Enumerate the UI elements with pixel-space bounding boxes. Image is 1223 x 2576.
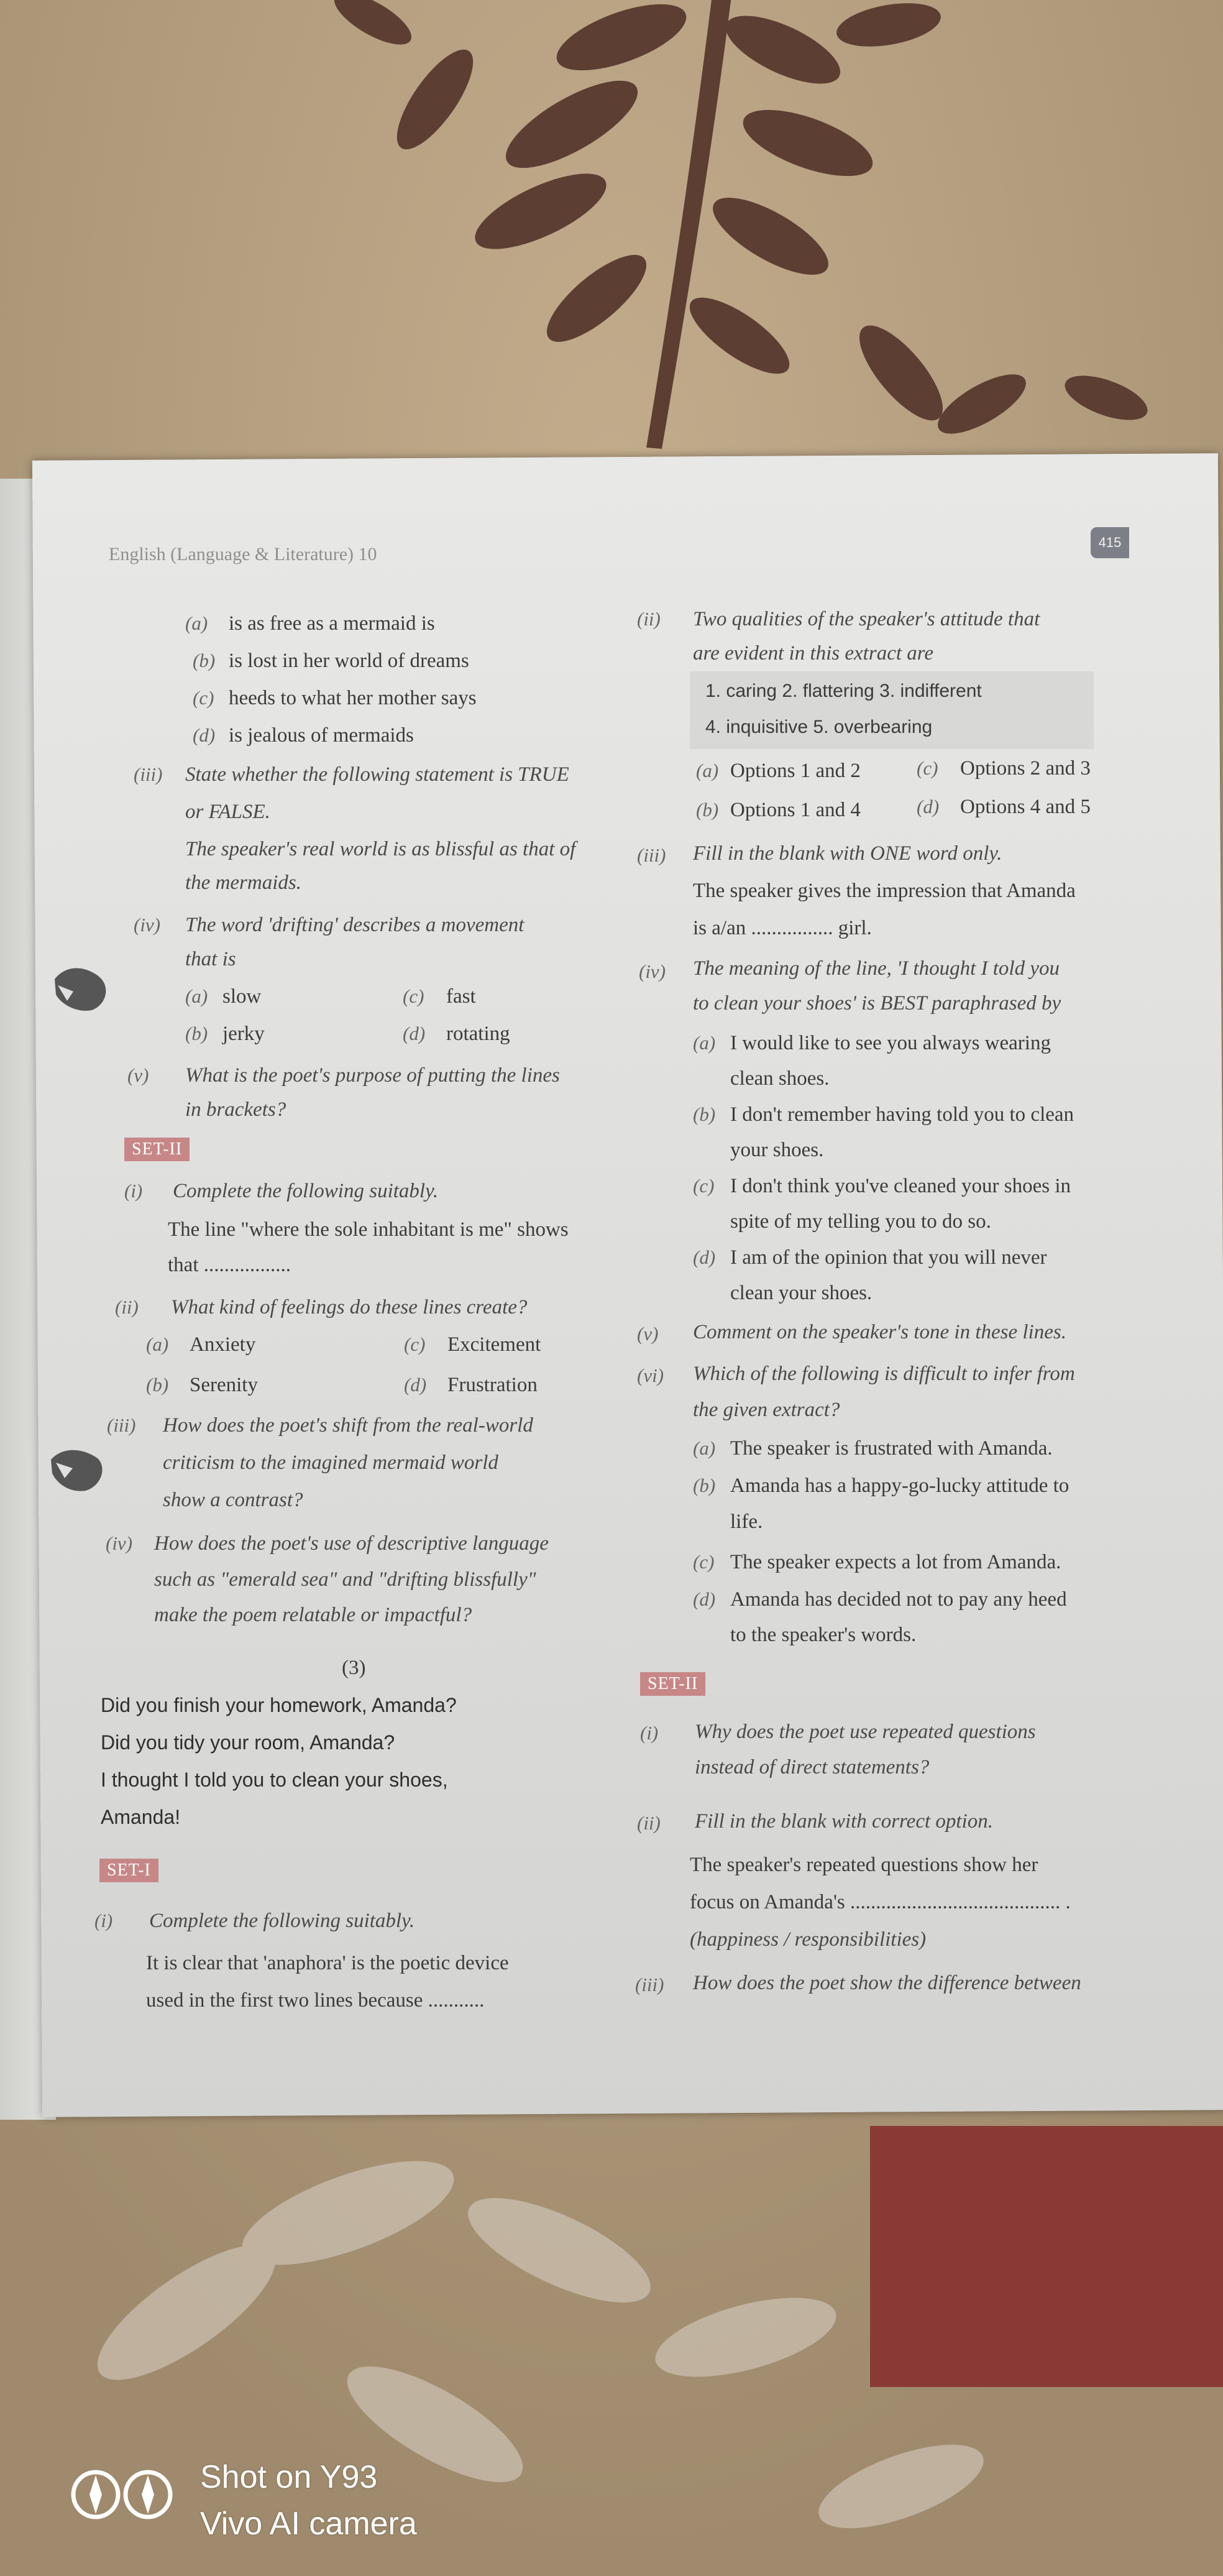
label: (vi) bbox=[637, 1364, 664, 1386]
extract-line: Did you finish your homework, Amanda? bbox=[101, 1694, 457, 1716]
question-text: The speaker's repeated questions show her bbox=[690, 1854, 1038, 1876]
extract-line: Amanda! bbox=[101, 1806, 181, 1828]
label: (a) bbox=[696, 760, 719, 781]
question-text: The line "where the sole inhabitant is me" shows bbox=[168, 1218, 569, 1241]
question-text: (happiness / responsibilities) bbox=[690, 1928, 927, 1951]
label: (d) bbox=[693, 1246, 716, 1268]
label: (iii) bbox=[635, 1974, 664, 1995]
question-text: to clean your shoes' is BEST paraphrased by bbox=[693, 992, 1061, 1014]
label: (c) bbox=[917, 757, 938, 779]
label: (d) bbox=[193, 724, 216, 746]
question-text: make the poem relatable or impactful? bbox=[154, 1604, 472, 1626]
label: (i) bbox=[124, 1180, 143, 1202]
option-text: Options 2 and 3 bbox=[960, 757, 1091, 780]
set-badge: SET-II bbox=[124, 1138, 190, 1161]
option-text: is as free as a mermaid is bbox=[229, 612, 435, 635]
label: (ii) bbox=[637, 608, 661, 630]
question-text: What is the poet's purpose of putting the lines bbox=[185, 1064, 560, 1087]
label: (a) bbox=[693, 1032, 716, 1054]
question-text: focus on Amanda's ......................................... . bbox=[690, 1891, 1071, 1913]
label: (b) bbox=[693, 1103, 716, 1125]
label: (c) bbox=[403, 985, 424, 1007]
question-text: that ................. bbox=[168, 1254, 291, 1276]
label: (i) bbox=[94, 1910, 113, 1931]
camera-watermark bbox=[70, 2454, 417, 2547]
option-text: The speaker expects a lot from Amanda. bbox=[730, 1551, 1061, 1573]
page-damage-mark bbox=[45, 1441, 113, 1497]
label: (iv) bbox=[106, 1532, 133, 1554]
question-text: Complete the following suitably. bbox=[149, 1910, 415, 1932]
question-text: Fill in the blank with correct option. bbox=[695, 1810, 993, 1833]
label: (a) bbox=[185, 612, 208, 634]
question-text: The word 'drifting' describes a movement bbox=[185, 914, 524, 936]
option-text: spite of my telling you to do so. bbox=[730, 1210, 991, 1233]
question-text: The speaker's real world is as blissful as that of bbox=[185, 838, 576, 860]
vivo-camera-icon bbox=[70, 2467, 181, 2523]
option-text: Excitement bbox=[447, 1333, 541, 1356]
question-text: Why does the poet use repeated questions bbox=[695, 1721, 1036, 1743]
option-text: Amanda has a happy-go-lucky attitude to bbox=[730, 1474, 1070, 1497]
question-text: How does the poet's use of descriptive language bbox=[154, 1532, 549, 1555]
set-badge: SET-II bbox=[640, 1672, 705, 1696]
page-number: 415 bbox=[1091, 527, 1129, 558]
option-text: Frustration bbox=[447, 1374, 538, 1396]
option-text: Options 4 and 5 bbox=[960, 796, 1091, 818]
option-text: Serenity bbox=[190, 1374, 258, 1396]
label: (a) bbox=[185, 985, 208, 1007]
question-text: How does the poet show the difference between bbox=[693, 1972, 1081, 1994]
label: (iii) bbox=[134, 763, 163, 785]
label: (i) bbox=[640, 1722, 659, 1744]
label: (v) bbox=[127, 1064, 149, 1086]
label: (c) bbox=[404, 1333, 426, 1355]
label: (b) bbox=[185, 1023, 208, 1044]
option-text: to the speaker's words. bbox=[730, 1624, 917, 1646]
option-text: life. bbox=[730, 1511, 763, 1533]
question-text: The meaning of the line, 'I thought I told you bbox=[693, 957, 1060, 980]
question-text: is a/an ................ girl. bbox=[693, 917, 872, 939]
label: (iv) bbox=[639, 960, 666, 982]
question-text: Which of the following is difficult to infer from bbox=[693, 1363, 1075, 1385]
option-text: fast bbox=[446, 985, 476, 1008]
question-text: Complete the following suitably. bbox=[173, 1180, 439, 1202]
extract-number: (3) bbox=[342, 1657, 366, 1679]
option-text: heeds to what her mother says bbox=[229, 687, 477, 709]
watermark-line1: Shot on Y93 bbox=[200, 2459, 378, 2495]
option-text: clean shoes. bbox=[730, 1067, 830, 1090]
label: (b) bbox=[146, 1374, 169, 1396]
option-text: is lost in her world of dreams bbox=[229, 650, 469, 672]
label: (c) bbox=[193, 687, 214, 709]
options-box-line: 1. caring 2. flattering 3. indifferent bbox=[705, 681, 982, 701]
label: (d) bbox=[403, 1023, 426, 1044]
question-text: the given extract? bbox=[693, 1399, 840, 1421]
option-text: I don't think you've cleaned your shoes in bbox=[730, 1175, 1071, 1197]
option-text: rotating bbox=[446, 1023, 510, 1045]
page-damage-mark bbox=[48, 960, 117, 1016]
label: (iii) bbox=[637, 844, 666, 866]
question-text: criticism to the imagined mermaid world bbox=[163, 1451, 498, 1474]
option-text: your shoes. bbox=[730, 1139, 824, 1161]
label: (b) bbox=[693, 1474, 716, 1496]
option-text: The speaker is frustrated with Amanda. bbox=[730, 1437, 1053, 1460]
question-text: such as "emerald sea" and "drifting blissfully" bbox=[154, 1568, 536, 1591]
question-text: State whether the following statement is TRUE bbox=[185, 763, 569, 786]
page-header: English (Language & Literature) 10 bbox=[109, 544, 377, 564]
option-text: I am of the opinion that you will never bbox=[730, 1246, 1047, 1269]
label: (ii) bbox=[637, 1812, 661, 1834]
question-text: in brackets? bbox=[185, 1098, 286, 1121]
question-text: instead of direct statements? bbox=[695, 1756, 930, 1778]
question-text: How does the poet's shift from the real-world bbox=[163, 1414, 533, 1437]
option-text: Anxiety bbox=[190, 1333, 256, 1356]
option-text: I don't remember having told you to clean bbox=[730, 1103, 1074, 1126]
options-box-line: 4. inquisitive 5. overbearing bbox=[705, 717, 933, 737]
label: (a) bbox=[146, 1333, 169, 1355]
label: (d) bbox=[693, 1588, 716, 1610]
question-text: Fill in the blank with ONE word only. bbox=[693, 842, 1002, 865]
label: (a) bbox=[693, 1437, 716, 1459]
label: (v) bbox=[637, 1323, 659, 1345]
label: (ii) bbox=[115, 1296, 139, 1318]
label: (iv) bbox=[134, 914, 161, 936]
option-text: Options 1 and 2 bbox=[730, 760, 861, 782]
question-text: that is bbox=[185, 948, 236, 970]
question-text: It is clear that 'anaphora' is the poetic device bbox=[146, 1952, 509, 1974]
question-text: or FALSE. bbox=[185, 801, 270, 823]
label: (c) bbox=[693, 1551, 715, 1573]
option-text: is jealous of mermaids bbox=[229, 724, 414, 747]
question-text: show a contrast? bbox=[163, 1489, 303, 1511]
red-cloth bbox=[870, 2126, 1223, 2387]
label: (iii) bbox=[107, 1414, 136, 1436]
extract-line: Did you tidy your room, Amanda? bbox=[101, 1731, 395, 1754]
question-text: Comment on the speaker's tone in these lines. bbox=[693, 1321, 1066, 1343]
watermark-line2: Vivo AI camera bbox=[200, 2506, 417, 2542]
option-text: slow bbox=[222, 985, 262, 1008]
question-text: are evident in this extract are bbox=[693, 642, 934, 665]
option-text: clean your shoes. bbox=[730, 1282, 873, 1304]
question-text: the mermaids. bbox=[185, 872, 301, 894]
option-text: jerky bbox=[222, 1023, 265, 1045]
extract-line: I thought I told you to clean your shoes, bbox=[101, 1769, 448, 1791]
label: (d) bbox=[917, 796, 940, 817]
label: (c) bbox=[693, 1175, 715, 1197]
label: (b) bbox=[193, 650, 216, 671]
question-text: What kind of feelings do these lines create? bbox=[171, 1296, 528, 1318]
label: (b) bbox=[696, 799, 719, 821]
question-text: Two qualities of the speaker's attitude that bbox=[693, 608, 1040, 630]
set-badge: SET-I bbox=[99, 1859, 158, 1882]
option-text: Options 1 and 4 bbox=[730, 799, 861, 821]
option-text: Amanda has decided not to pay any heed bbox=[730, 1588, 1067, 1611]
label: (d) bbox=[404, 1374, 427, 1396]
option-text: I would like to see you always wearing bbox=[730, 1032, 1051, 1054]
question-text: used in the first two lines because ........... bbox=[146, 1989, 485, 2012]
question-text: The speaker gives the impression that Amanda bbox=[693, 880, 1076, 902]
